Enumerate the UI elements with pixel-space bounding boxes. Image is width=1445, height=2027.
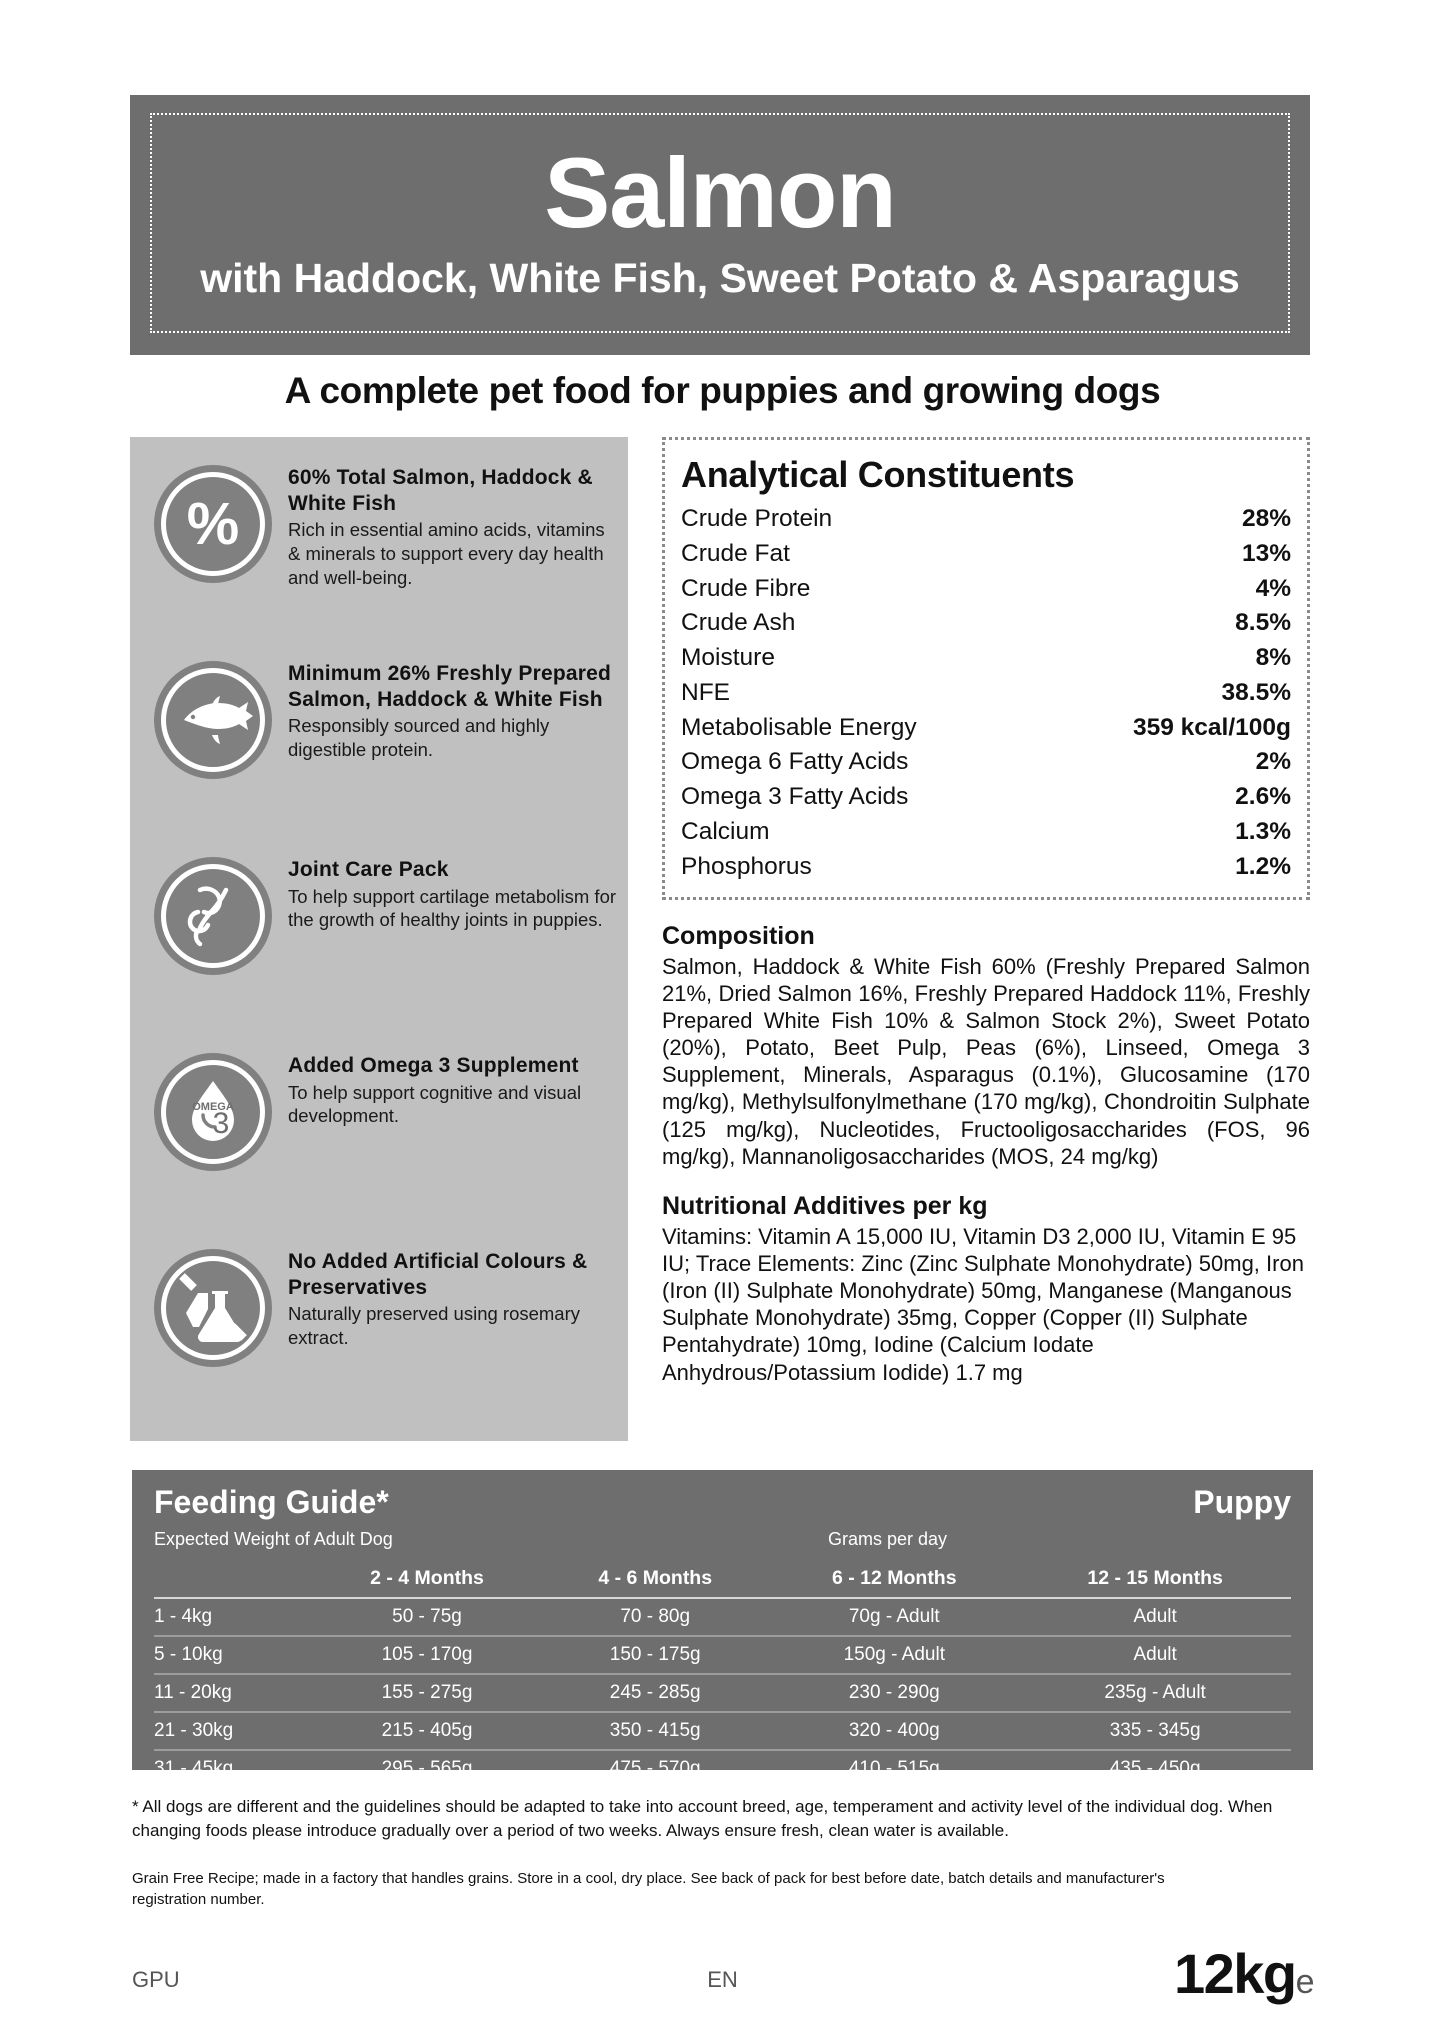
analytical-row-label: Moisture bbox=[681, 644, 775, 672]
analytical-row-label: Crude Ash bbox=[681, 609, 796, 637]
analytical-row bbox=[681, 537, 1291, 572]
product-header-banner bbox=[130, 95, 1310, 355]
feeding-guide-row bbox=[154, 1598, 1291, 1636]
analytical-row bbox=[681, 641, 1291, 676]
analytical-row bbox=[681, 502, 1291, 537]
language-code: EN bbox=[707, 1967, 738, 1992]
feeding-guide-amount-cell: Adult bbox=[1019, 1636, 1291, 1674]
composition-text: Salmon, Haddock & White Fish 60% (Freshly Prepared Salmon 21%, Dried Salmon 16%, Freshly Prepared Haddock 11%, Freshly Prepared White Fish 10% & Salmon Stock 2%), Sweet Potato (20%), Potato, Beet Pulp, Peas (6%), Linseed, Omega 3 Supplement, Minerals, Asparagus (0.1%), Glucosamine (170 mg/kg), Methylsulfonylmethane (170 mg/kg), Chondroitin Sulphate (125 mg/kg), Nucleotides, Fructooligosaccharides (FOS, 96 mg/kg), Mannanoligosaccharides (MOS, 24 mg/kg) bbox=[662, 953, 1310, 1169]
analytical-row-value: 13% bbox=[1241, 539, 1291, 567]
net-weight-value: 12kg bbox=[1173, 1942, 1296, 2005]
feeding-guide-amount-cell: 245 - 285g bbox=[541, 1674, 769, 1712]
analytical-row-label: Omega 3 Fatty Acids bbox=[681, 783, 909, 811]
analytical-row-value: 28% bbox=[1241, 505, 1291, 532]
feeding-guide-amount-cell: 155 - 275g bbox=[313, 1674, 541, 1712]
feeding-guide-body bbox=[154, 1598, 1291, 1787]
feeding-guide-amount-cell: 70 - 80g bbox=[541, 1598, 769, 1636]
joint-bone-icon bbox=[154, 857, 272, 975]
nutritional-additives-section bbox=[662, 1192, 1310, 1386]
feeding-guide-col-header: 2 - 4 Months bbox=[313, 1565, 541, 1598]
net-weight bbox=[1174, 1941, 1313, 2006]
analytical-row bbox=[681, 780, 1291, 815]
feature-body: To help support cartilage metabolism for the growth of healthy joints in puppies. bbox=[288, 885, 617, 931]
analytical-row-label: Crude Protein bbox=[681, 505, 833, 532]
feeding-guide-col-header: 6 - 12 Months bbox=[769, 1565, 1019, 1598]
no-chemicals-flask-icon bbox=[154, 1249, 272, 1367]
feature-body: Naturally preserved using rosemary extract. bbox=[288, 1303, 581, 1348]
feeding-guide-row bbox=[154, 1636, 1291, 1674]
grams-per-day-label: Grams per day bbox=[827, 1529, 948, 1549]
analytical-row bbox=[681, 850, 1291, 885]
analytical-constituents-table bbox=[681, 502, 1291, 885]
feature-title: Added Omega 3 Supplement bbox=[288, 1054, 579, 1077]
product-title: Salmon bbox=[544, 136, 896, 248]
feature-item-freshly-prepared bbox=[130, 655, 628, 851]
product-tagline: A complete pet food for puppies and growing dogs bbox=[284, 370, 1161, 411]
feeding-guide-title: Feeding Guide* bbox=[154, 1484, 389, 1520]
life-stage-badge: Puppy bbox=[1193, 1484, 1291, 1520]
analytical-row-value: 2.6% bbox=[1235, 783, 1291, 811]
feeding-guide-amount-cell: 350 - 415g bbox=[541, 1712, 769, 1750]
svg-text:3: 3 bbox=[212, 1107, 230, 1140]
feeding-guide-col-header bbox=[154, 1565, 313, 1598]
analytical-row-label: Omega 6 Fatty Acids bbox=[681, 748, 909, 776]
feature-item-joint-care bbox=[130, 851, 628, 1047]
analytical-row-value: 1.2% bbox=[1235, 852, 1291, 880]
analytical-row-label: Calcium bbox=[681, 818, 770, 846]
analytical-row bbox=[681, 676, 1291, 711]
feature-item-omega-3 bbox=[130, 1047, 628, 1243]
feeding-guide-amount-cell: 50 - 75g bbox=[313, 1598, 541, 1636]
feature-body: To help support cognitive and visual development. bbox=[288, 1081, 582, 1127]
feeding-guide-weight-cell: 31 - 45kg bbox=[154, 1758, 234, 1779]
feeding-guide-amount-cell: 475 - 570g bbox=[609, 1758, 701, 1779]
feature-title: No Added Artificial Colours & Preservatives bbox=[288, 1250, 588, 1299]
feeding-guide-panel bbox=[132, 1470, 1313, 1779]
analytical-row-label: Phosphorus bbox=[681, 852, 812, 880]
feeding-guide-weight-cell: 11 - 20kg bbox=[154, 1674, 313, 1712]
feeding-guide-amount-cell: 215 - 405g bbox=[313, 1712, 541, 1750]
analytical-row-value: 4% bbox=[1255, 574, 1291, 602]
analytical-row-label: Metabolisable Energy bbox=[681, 713, 917, 741]
feature-body: Rich in essential amino acids, vitamins & minerals to support every day health and well-being. bbox=[288, 519, 605, 588]
feature-item-no-artificial bbox=[130, 1243, 628, 1439]
feature-title: 60% Total Salmon, Haddock & White Fish bbox=[288, 466, 593, 515]
feeding-guide-row bbox=[154, 1750, 1291, 1787]
analytical-row bbox=[681, 745, 1291, 780]
storage-footnote: Grain Free Recipe; made in a factory that handles grains. Store in a cool, dry place. See back of pack for best before date, batch details and manufacturer's registration number. bbox=[132, 1870, 1165, 1908]
analytical-row bbox=[681, 711, 1291, 746]
feeding-guide-table bbox=[154, 1565, 1291, 1787]
feeding-guide-amount-cell: 320 - 400g bbox=[769, 1712, 1019, 1750]
analytical-row-value: 359 kcal/100g bbox=[1132, 713, 1291, 741]
analytical-row bbox=[681, 606, 1291, 641]
feeding-guide-amount-cell: 70g - Adult bbox=[769, 1598, 1019, 1636]
feeding-guide-amount-cell: 235g - Adult bbox=[1019, 1674, 1291, 1712]
feature-highlights-panel bbox=[130, 437, 628, 1441]
feature-title: Joint Care Pack bbox=[288, 858, 449, 881]
feeding-guide-weight-cell: 1 - 4kg bbox=[154, 1598, 313, 1636]
feeding-guide-row bbox=[154, 1674, 1291, 1712]
analytical-row-label: Crude Fat bbox=[681, 539, 790, 567]
feeding-guide-amount-cell: 435 - 450g bbox=[1109, 1758, 1201, 1779]
feeding-guide-weight-cell: 21 - 30kg bbox=[154, 1712, 313, 1750]
feeding-guide-amount-cell: 230 - 290g bbox=[769, 1674, 1019, 1712]
analytical-row-value: 8.5% bbox=[1235, 609, 1291, 637]
label-footer-row bbox=[132, 1942, 1313, 2015]
product-code: GPU bbox=[132, 1967, 180, 1992]
feeding-guide-col-header: 4 - 6 Months bbox=[541, 1565, 769, 1598]
nutrition-column bbox=[662, 437, 1310, 1386]
feeding-guide-amount-cell: 150g - Adult bbox=[769, 1636, 1019, 1674]
analytical-constituents-title: Analytical Constituents bbox=[681, 454, 1075, 495]
feeding-guide-header-row bbox=[154, 1565, 1291, 1598]
composition-heading: Composition bbox=[662, 921, 815, 950]
feature-title: Minimum 26% Freshly Prepared Salmon, Haddock & White Fish bbox=[288, 662, 612, 711]
feature-item-total-fish bbox=[130, 459, 628, 655]
analytical-row-value: 2% bbox=[1255, 748, 1291, 776]
feeding-guide-amount-cell: 335 - 345g bbox=[1019, 1712, 1291, 1750]
analytical-row-value: 1.3% bbox=[1235, 818, 1291, 846]
estimated-sign-e: e bbox=[1295, 1963, 1313, 2001]
product-subtitle: with Haddock, White Fish, Sweet Potato & Asparagus bbox=[200, 254, 1240, 301]
analytical-row-label: Crude Fibre bbox=[681, 574, 811, 602]
percent-icon: % bbox=[154, 465, 272, 583]
feature-body: Responsibly sourced and highly digestible protein. bbox=[288, 715, 550, 760]
feeding-guide-amount-cell: 105 - 170g bbox=[313, 1636, 541, 1674]
nutritional-additives-heading: Nutritional Additives per kg bbox=[662, 1191, 988, 1220]
feeding-guide-amount-cell: 295 - 565g bbox=[381, 1758, 473, 1779]
fish-icon bbox=[154, 661, 272, 779]
feeding-guide-amount-cell: Adult bbox=[1019, 1598, 1291, 1636]
analytical-row-label: NFE bbox=[681, 678, 730, 706]
feeding-guide-amount-cell: 150 - 175g bbox=[541, 1636, 769, 1674]
analytical-row bbox=[681, 572, 1291, 607]
feeding-guide-footnote: * All dogs are different and the guidelines should be adapted to take into account breed, age, temperament and activity level of the individual dog. When changing foods please introduce gradually over a period of two weeks. Always ensure fresh, clean water is available. bbox=[132, 1797, 1273, 1841]
nutritional-additives-text: Vitamins: Vitamin A 15,000 IU, Vitamin D3 2,000 IU, Vitamin E 95 IU; Trace Elements: Zinc (Zinc Sulphate Monohydrate) 50mg, Iron (Iron (II) Sulphate Monohydrate) 50mg, Manganese (Manganous Sulphate Monohydrate) 35mg, Copper (Copper (II) Sulphate Pentahydrate) 10mg, Iodine (Calcium Iodate Anhydrous/Potassium Iodide) 1.7 mg bbox=[662, 1223, 1304, 1385]
omega3-droplet-icon bbox=[154, 1053, 272, 1171]
analytical-row bbox=[681, 815, 1291, 850]
analytical-constituents-panel bbox=[662, 437, 1310, 900]
svg-text:OMEGA: OMEGA bbox=[192, 1101, 234, 1113]
feeding-guide-row bbox=[154, 1712, 1291, 1750]
analytical-row-value: 8% bbox=[1255, 644, 1291, 672]
expected-weight-label: Expected Weight of Adult Dog bbox=[154, 1529, 393, 1549]
feeding-guide-weight-cell: 5 - 10kg bbox=[154, 1636, 313, 1674]
feeding-guide-amount-cell: 410 - 515g bbox=[848, 1758, 940, 1779]
feeding-guide-col-header: 12 - 15 Months bbox=[1019, 1565, 1291, 1598]
analytical-row-value: 38.5% bbox=[1221, 678, 1291, 706]
composition-section bbox=[662, 922, 1310, 1170]
